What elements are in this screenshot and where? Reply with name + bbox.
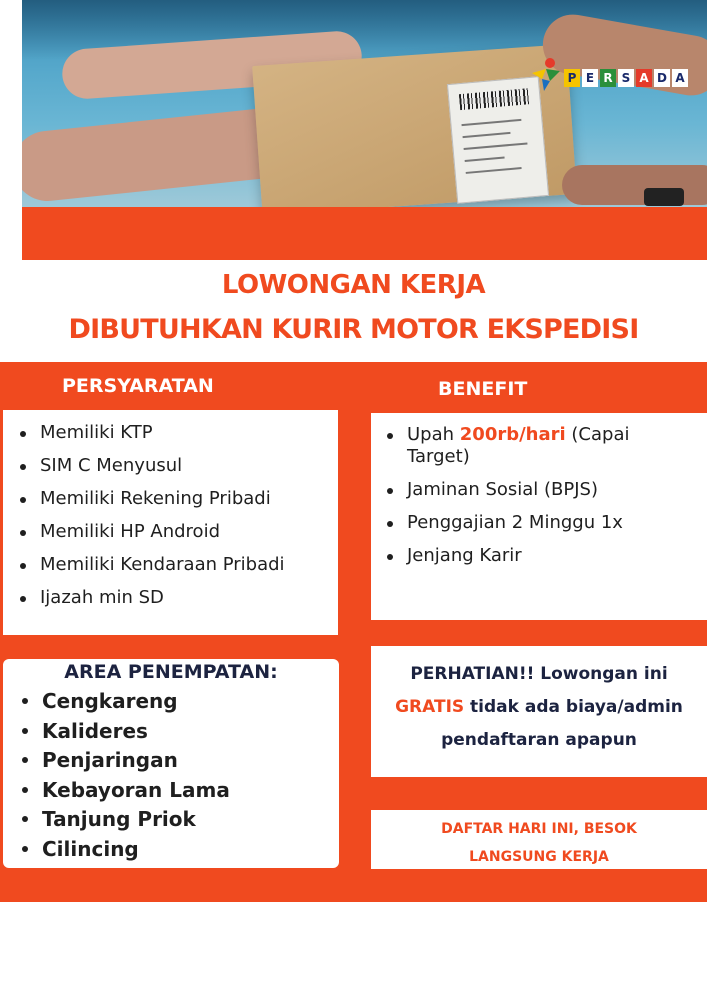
wage-highlight: 200rb/hari [459, 424, 566, 445]
list-item: Memiliki Rekening Pribadi [18, 488, 285, 521]
requirements-list [18, 422, 285, 620]
hand-image [562, 165, 707, 205]
list-item: Memiliki Kendaraan Pribadi [18, 554, 285, 587]
placement-area-heading: AREA PENEMPATAN: [64, 661, 278, 683]
requirements-heading: PERSYARATAN [62, 375, 214, 397]
watch-image [644, 188, 684, 206]
free-notice: PERHATIAN!! Lowongan ini GRATIS tidak ada biaya/admin pendaftaran apapun [395, 664, 683, 750]
list-item: Jaminan Sosial (BPJS) [385, 479, 685, 501]
logo-mark-icon [528, 57, 564, 93]
list-item: Penjaringan [20, 748, 230, 778]
logo-letters: P E R S A D A [564, 69, 688, 87]
headline: LOWONGAN KERJA [221, 270, 486, 300]
list-item: Ijazah min SD [18, 587, 285, 620]
orange-band [22, 207, 707, 260]
list-item: Penggajian 2 Minggu 1x [385, 512, 685, 534]
persada-logo [528, 55, 685, 105]
list-item: Memiliki KTP [18, 422, 285, 455]
list-item: Upah 200rb/hari (Capai Target) [385, 424, 685, 468]
list-item: Memiliki HP Android [18, 521, 285, 554]
hand-image [22, 106, 295, 205]
list-item: Jenjang Karir [385, 545, 685, 567]
list-item: Kebayoran Lama [20, 778, 230, 808]
list-item: Tanjung Priok [20, 807, 230, 837]
apply-today-text: DAFTAR HARI INI, BESOK LANGSUNG KERJA [441, 821, 637, 865]
free-highlight: GRATIS [395, 697, 465, 717]
subheadline: DIBUTUHKAN KURIR MOTOR EKSPEDISI [68, 314, 639, 345]
benefit-list [385, 424, 685, 578]
benefit-heading: BENEFIT [438, 378, 528, 400]
placement-area-list [20, 689, 230, 866]
list-item: SIM C Menyusul [18, 455, 285, 488]
list-item: Kalideres [20, 719, 230, 749]
list-item: Cilincing [20, 837, 230, 867]
list-item: Cengkareng [20, 689, 230, 719]
